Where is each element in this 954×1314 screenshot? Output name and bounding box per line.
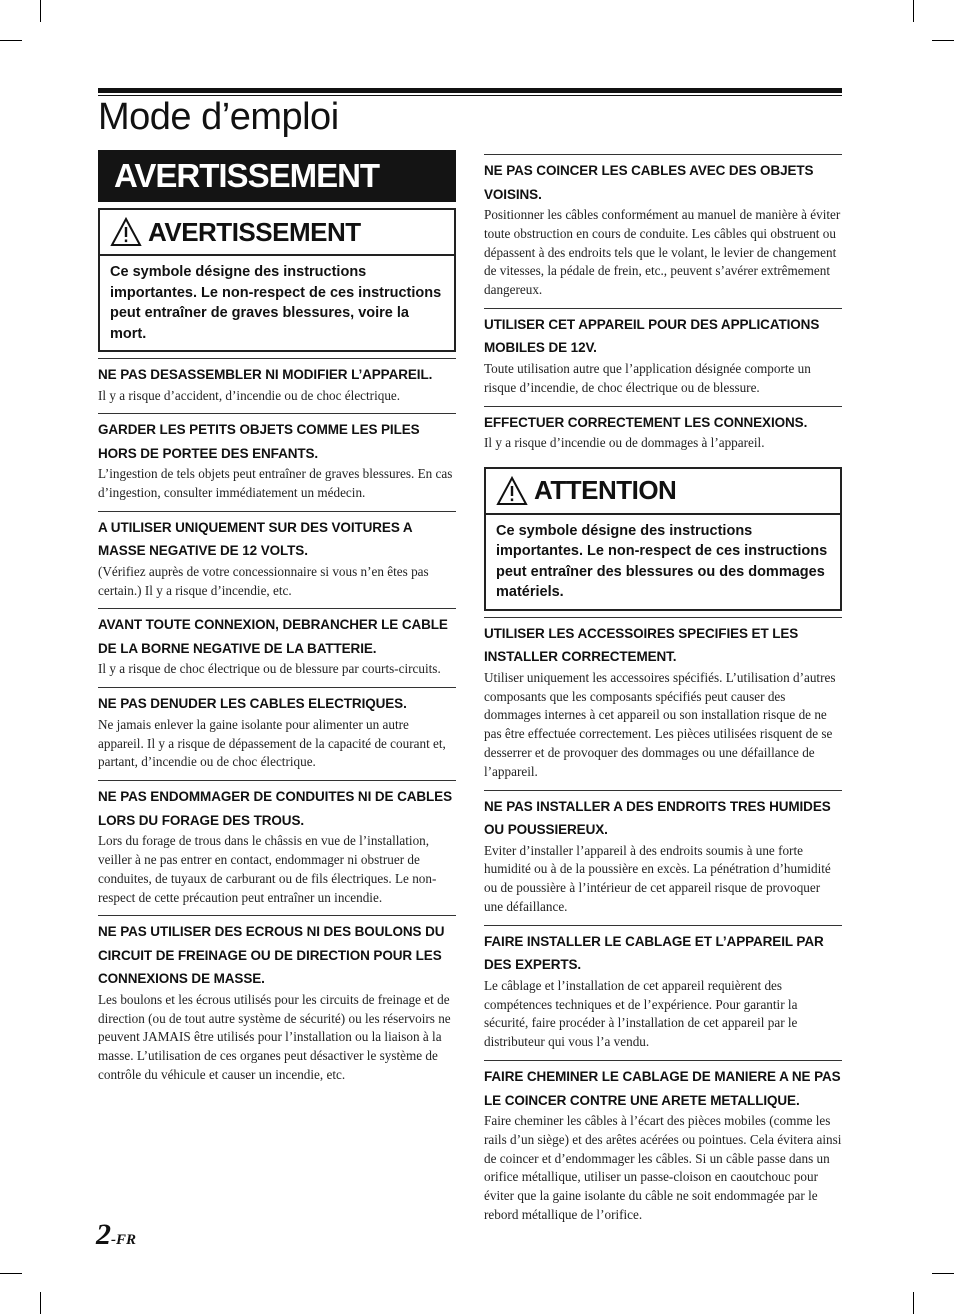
attention-box: [484, 467, 842, 611]
section-heading: NE PAS ENDOMMAGER DE CONDUITES NI DE CABLES LORS DU FORAGE DES TROUS.: [98, 789, 452, 828]
instruction-section: [98, 687, 456, 772]
section-text: Eviter d’installer l’appareil à des endroits soumis à une forte humidité ou à de la poussière en excès. La pénétration d’humidité ou de poussière à l’intérieur de cet appareil risque de provoquer une défaillance.: [484, 842, 831, 915]
crop-mark: [40, 0, 41, 22]
left-column: [98, 150, 456, 1085]
section-heading: EFFECTUER CORRECTEMENT LES CONNEXIONS.: [484, 414, 808, 430]
section-text: Il y a risque d’accident, d’incendie ou de choc électrique.: [98, 387, 401, 403]
right-column: [484, 150, 842, 1225]
section-text: Faire cheminer les câbles à l’écart des pièces mobiles (comme les rails d’un siège) et des arêtes acérées ou pointues. Cela évitera ainsi de coincer et d’endommager les câbles. Si un câble passe dans un orifice métallique, utiliser un passe-cloison en caoutchouc pour éviter que la gaine isolante du câble ne soit endommagée par le rebord métallique de l’orifice.: [484, 1113, 842, 1223]
attention-box-header: [486, 469, 840, 515]
instruction-section: [98, 511, 456, 601]
section-text: (Vérifiez auprès de votre concessionnaire si vous n’en êtes pas certain.) Il y a risque d’incendie, etc.: [98, 563, 429, 598]
section-text: L’ingestion de tels objets peut entraîner de graves blessures. En cas d’ingestion, consulter immédiatement un médecin.: [98, 466, 453, 501]
section-text: Toute utilisation autre que l’application désignée comporte un risque d’incendie, de choc électrique ou de blessure.: [484, 360, 811, 395]
instruction-section: [484, 1060, 842, 1225]
section-heading: UTILISER CET APPAREIL POUR DES APPLICATIONS MOBILES DE 12V.: [484, 316, 820, 356]
page-number-digit: 2: [96, 1218, 111, 1251]
section-text: Les boulons et les écrous utilisés pour les circuits de freinage et de direction (ou de tout autre système de sécurité) ou les réservoirs ne peuvent JAMAIS être utilisés pour l’installation ou la liaison à la masse. L’utilisation de ces organes peut désactiver le système de contrôle du véhicule et causer un incendie, etc.: [98, 991, 451, 1083]
title-rule: [98, 88, 842, 93]
warning-banner: AVERTISSEMENT: [98, 150, 456, 202]
warning-triangle-icon: [496, 476, 528, 506]
section-text: Utiliser uniquement les accessoires spécifiés. L’utilisation d’autres composants que les composants spécifiés peut causer des dommages internes à cet appareil ou son installation risque de ne pas être effectuée correctement. Les pièces utilisées risquent de se desserrer et de provoquer des dommages ou une défaillance de l’appareil.: [484, 669, 836, 779]
page-number: [96, 1218, 136, 1252]
instruction-section: [484, 925, 842, 1052]
section-heading: GARDER LES PETITS OBJETS COMME LES PILES HORS DE PORTEE DES ENFANTS.: [98, 422, 420, 461]
section-heading: FAIRE CHEMINER LE CABLAGE DE MANIERE A NE PAS LE COINCER CONTRE UNE ARETE METALLIQUE.: [484, 1069, 841, 1108]
warning-box: [98, 208, 456, 352]
warning-triangle-icon: [110, 217, 142, 247]
attention-box-text: Ce symbole désigne des instructions importantes. Le non-respect de ces instructions peut entraîner des blessures ou des dommages matériels.: [496, 522, 828, 601]
section-heading: FAIRE INSTALLER LE CABLAGE ET L’APPAREIL PAR DES EXPERTS.: [484, 933, 824, 973]
instruction-section: [484, 308, 842, 398]
section-text: Lors du forage de trous dans le châssis en vue de l’installation, veiller à ne pas entrer en contact, endommager ni obstruer de conduites, de tuyaux de carburant ou de fils électriques. Le non-respect de cette précaution peut entraîner un incendie.: [98, 833, 437, 905]
page-title: Mode d’emploi: [98, 96, 339, 138]
section-heading: AVANT TOUTE CONNEXION, DEBRANCHER LE CABLE DE LA BORNE NEGATIVE DE LA BATTERIE.: [98, 617, 448, 656]
warning-box-text: Ce symbole désigne des instructions importantes. Le non-respect de ces instructions peut entraîner de graves blessures, voire la mort.: [110, 264, 442, 342]
warning-box-header: [100, 210, 454, 256]
section-text: Positionner les câbles conformément au manuel de manière à éviter toute obstruction en cours de conduite. Les câbles qui obstruent ou dépassent à des endroits tels que le volant, le levier de changement de vitesses, la pédale de frein, etc., peuvent s’avérer extrêmement dangereux.: [484, 207, 841, 298]
section-heading: NE PAS COINCER LES CABLES AVEC DES OBJETS VOISINS.: [484, 163, 814, 202]
section-text: Il y a risque d’incendie ou de dommages à l’appareil.: [484, 435, 765, 451]
section-text: Le câblage et l’installation de cet appareil requièrent des compétences techniques et de l’expérience. Pour garantir la sécurité, faire procéder à l’installation de cet appareil par le distributeur qui vous l’a vendu.: [484, 977, 798, 1050]
crop-mark: [40, 1292, 41, 1314]
crop-mark: [0, 40, 22, 41]
attention-box-title: ATTENTION: [534, 475, 677, 506]
section-text: Il y a risque de choc électrique ou de blessure par courts-circuits.: [98, 661, 441, 677]
page-number-suffix: -FR: [111, 1232, 137, 1248]
crop-mark: [932, 1273, 954, 1274]
warning-box-title: AVERTISSEMENT: [148, 216, 361, 247]
crop-mark: [932, 40, 954, 41]
section-heading: NE PAS DENUDER LES CABLES ELECTRIQUES.: [98, 696, 407, 712]
instruction-section: [98, 358, 456, 405]
instruction-section: [98, 780, 456, 907]
section-heading: NE PAS DESASSEMBLER NI MODIFIER L’APPAREIL.: [98, 367, 433, 382]
section-heading: UTILISER LES ACCESSOIRES SPECIFIES ET LES INSTALLER CORRECTEMENT.: [484, 625, 799, 665]
instruction-section: [484, 406, 842, 453]
instruction-section: [484, 790, 842, 917]
instruction-section: [98, 915, 456, 1084]
crop-mark: [0, 1273, 22, 1274]
instruction-section: [484, 154, 842, 300]
instruction-section: [484, 617, 842, 782]
crop-mark: [913, 1292, 914, 1314]
instruction-section: [98, 413, 456, 503]
section-heading: NE PAS INSTALLER A DES ENDROITS TRES HUMIDES OU POUSSIEREUX.: [484, 798, 831, 838]
instruction-section: [98, 608, 456, 679]
section-heading: A UTILISER UNIQUEMENT SUR DES VOITURES A MASSE NEGATIVE DE 12 VOLTS.: [98, 519, 413, 559]
section-heading: NE PAS UTILISER DES ECROUS NI DES BOULONS DU CIRCUIT DE FREINAGE OU DE DIRECTION POUR LES CONNEXIONS DE MASSE.: [98, 924, 445, 987]
crop-mark: [913, 0, 914, 22]
section-text: Ne jamais enlever la gaine isolante pour alimenter un autre appareil. Il y a risque de dépassement de la capacité de courant et, partant, d’incendie ou de choc électrique.: [98, 716, 446, 770]
